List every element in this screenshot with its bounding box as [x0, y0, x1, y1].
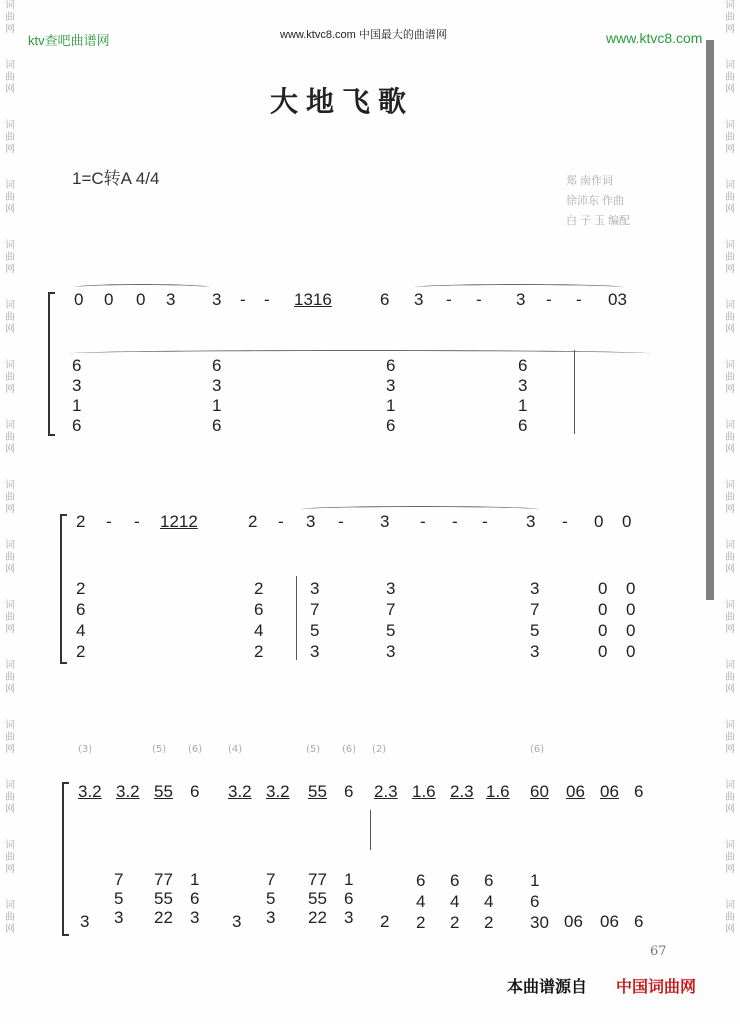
- system2-brace: [60, 514, 67, 664]
- chord-column: 1 6 30: [530, 871, 549, 932]
- mark: (6): [342, 744, 357, 755]
- system1-brace: [48, 292, 55, 436]
- tie: [70, 350, 650, 357]
- header-site-url[interactable]: www.ktvc8.com 中国最大的曲谱网: [280, 29, 447, 41]
- barline: [370, 810, 371, 850]
- chord-note: 06: [564, 912, 583, 931]
- credit-lyricist: 郑 南作词: [566, 175, 614, 187]
- note: 06: [600, 782, 619, 801]
- chord-column: 3 7 5 3: [530, 579, 540, 661]
- note: -: [562, 512, 568, 531]
- note: -: [134, 512, 140, 531]
- note: 0: [104, 290, 114, 309]
- note: 2.3: [374, 782, 398, 801]
- note: 6: [344, 782, 354, 801]
- page-number: 67: [650, 944, 667, 959]
- note: 0: [594, 512, 604, 531]
- mark: (4): [228, 744, 243, 755]
- barline: [574, 350, 575, 434]
- tie: [74, 284, 210, 291]
- chord-column: 3 7 5 3: [386, 579, 396, 661]
- note: -: [264, 290, 270, 309]
- note: -: [452, 512, 458, 531]
- system2-melody-row: [76, 512, 676, 542]
- note: -: [476, 290, 482, 309]
- note: -: [106, 512, 112, 531]
- tie: [300, 506, 540, 513]
- chord-column: 1 6 3: [344, 870, 354, 927]
- note: -: [446, 290, 452, 309]
- chord-column: 2 6 4 2: [254, 579, 264, 661]
- chord-column: 0 0 0 0: [626, 579, 636, 661]
- mark: (3): [78, 744, 93, 755]
- system1-chord-block: [72, 356, 672, 436]
- note: 3: [306, 512, 316, 531]
- note: 3.2: [116, 782, 140, 801]
- chord-column: 2 6 4 2: [76, 579, 86, 661]
- mark: (5): [306, 744, 321, 755]
- chord-column: 6 3 1 6: [518, 356, 528, 435]
- note: 6: [190, 782, 200, 801]
- note: 1212: [160, 512, 198, 531]
- right-watermark-column: 词 曲 网 词 曲 网 词 曲 网 词 曲 网 词 曲 网 词 曲 网 词 曲 网 词 曲 网 词 曲 网 词 曲 网 词 曲 网 词 曲 网 词 曲 网 词 曲 网 词 曲 网 词 曲 网: [725, 0, 735, 935]
- note: 2: [76, 512, 86, 531]
- credit-composer: 徐沛东 作曲: [566, 195, 625, 207]
- note: 1316: [294, 290, 332, 309]
- left-watermark-column: 词 曲 网 词 曲 网 词 曲 网 词 曲 网 词 曲 网 词 曲 网 词 曲 网 词 曲 网 词 曲 网 词 曲 网 词 曲 网 词 曲 网 词 曲 网 词 曲 网 词 曲 网 词 曲 网: [5, 0, 15, 935]
- song-title: 大地飞歌: [270, 85, 415, 118]
- chord-column: 0 0 0 0: [598, 579, 608, 661]
- section-marks-row: [78, 744, 678, 762]
- key-signature: 1=C转A 4/4: [72, 169, 160, 188]
- chord-note: 3: [232, 912, 242, 931]
- chord-note: 2: [380, 912, 390, 931]
- system3-brace: [62, 782, 69, 936]
- note: -: [240, 290, 246, 309]
- mark: (6): [188, 744, 203, 755]
- tie: [414, 284, 624, 291]
- chord-column: 77 55 22: [154, 870, 173, 927]
- note: 3: [516, 290, 526, 309]
- chord-column: 3 7 5 3: [310, 579, 320, 661]
- footer-source-name[interactable]: 中国词曲网: [616, 977, 697, 996]
- note: -: [278, 512, 284, 531]
- footer-source-label: 本曲谱源自: [507, 977, 588, 996]
- note: 3.2: [266, 782, 290, 801]
- chord-column: 6 3 1 6: [212, 356, 222, 435]
- note: 0: [136, 290, 146, 309]
- note: 55: [308, 782, 327, 801]
- chord-column: 6 3 1 6: [386, 356, 396, 435]
- header-site-name[interactable]: ktv查吧曲谱网: [28, 33, 110, 48]
- mark: (2): [372, 744, 387, 755]
- note: 55: [154, 782, 173, 801]
- chord-note: 3: [80, 912, 90, 931]
- note: 2.3: [450, 782, 474, 801]
- header-url-link[interactable]: www.ktvc8.com: [606, 30, 703, 46]
- note: 06: [566, 782, 585, 801]
- system1-melody-row: [60, 290, 660, 320]
- note: 2: [248, 512, 258, 531]
- chord-note: 6: [634, 912, 644, 931]
- chord-column: 6 4 2: [416, 871, 426, 932]
- chord-column: 6 4 2: [450, 871, 460, 932]
- note: -: [546, 290, 552, 309]
- note: 3: [212, 290, 222, 309]
- note: 3: [414, 290, 424, 309]
- chord-column: 7 5 3: [266, 870, 276, 927]
- note: 0: [622, 512, 632, 531]
- chord-note: 06: [600, 912, 619, 931]
- note: -: [338, 512, 344, 531]
- note: 3.2: [228, 782, 252, 801]
- credit-arranger: 白 子 玉 编配: [566, 215, 631, 227]
- note: 3.2: [78, 782, 102, 801]
- chord-column: 77 55 22: [308, 870, 327, 927]
- system2-chord-block: [76, 578, 676, 664]
- note: 6: [380, 290, 390, 309]
- chord-column: 6 4 2: [484, 871, 494, 932]
- mark: (5): [152, 744, 167, 755]
- system3-melody-row: [78, 782, 678, 812]
- note: 0: [74, 290, 84, 309]
- scan-edge-band: [706, 40, 714, 600]
- chord-column: 6 3 1 6: [72, 356, 82, 435]
- system3-chord-block: [78, 866, 678, 936]
- note: 3: [380, 512, 390, 531]
- note: 3: [166, 290, 176, 309]
- mark: (6): [530, 744, 545, 755]
- note: 03: [608, 290, 627, 309]
- note: 6: [634, 782, 644, 801]
- note: -: [576, 290, 582, 309]
- note: 1.6: [486, 782, 510, 801]
- note: -: [482, 512, 488, 531]
- chord-column: 1 6 3: [190, 870, 200, 927]
- note: 3: [526, 512, 536, 531]
- note: 1.6: [412, 782, 436, 801]
- note: -: [420, 512, 426, 531]
- chord-column: 7 5 3: [114, 870, 124, 927]
- note: 60: [530, 782, 549, 801]
